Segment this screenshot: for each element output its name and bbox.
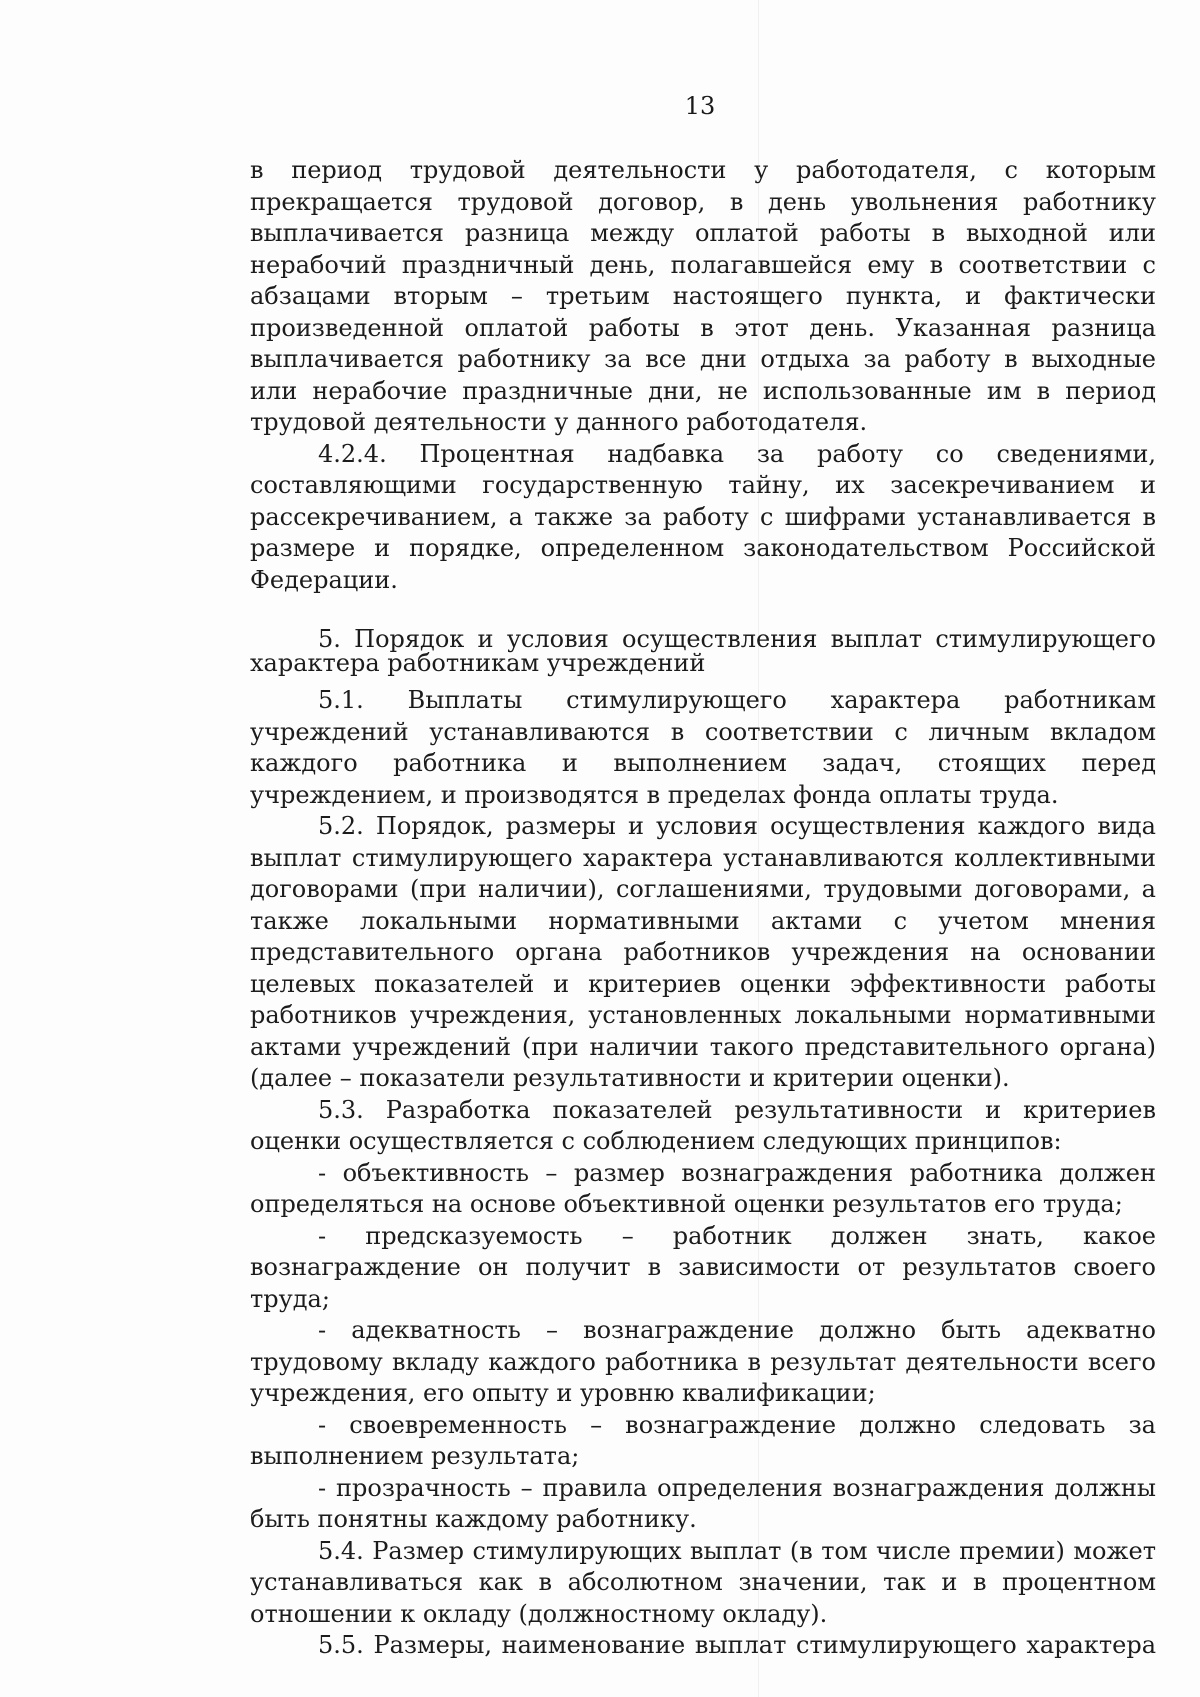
principle-objectivity: - объективность – размер вознаграждения работника должен определяться на основе объективной оценки результатов его труда; — [250, 1158, 1156, 1218]
paragraph-5-4: 5.4. Размер стимулирующих выплат (в том числе премии) может устанавливаться как в абсолютном значении, так и в процентном отношении к окладу (должностному окладу). — [250, 1536, 1156, 1628]
principle-transparency: - прозрачность – правила определения вознаграждения должны быть понятны каждому работнику. — [250, 1473, 1156, 1533]
paragraph-4-2-4: 4.2.4. Процентная надбавка за работу со сведениями, составляющими государственную тайну, их засекречиванием и рассекречиванием, а также за работу с шифрами устанавливается в размере и порядке, определенном законодательством Российской Федерации. — [250, 439, 1156, 594]
principle-adequacy: - адекватность – вознаграждение должно быть адекватно трудовому вкладу каждого работника в результат деятельности всего учреждения, его опыту и уровню квалификации; — [250, 1316, 1156, 1407]
paragraph-5-3: 5.3. Разработка показателей результативности и критериев оценки осуществляется с соблюдением следующих принципов: — [250, 1095, 1156, 1155]
paragraph-continuation: в период трудовой деятельности у работодателя, с которым прекращается трудовой договор, в день увольнения работнику выплачивается разница между оплатой работы в выходной или нерабочий праздничный день, полагавшейся ему в соответствии с абзацами вторым – третьим настоящего пункта, и фактически произведенной оплатой работы в этот день. Указанная разница выплачивается работнику за все дни отдыха за работу в выходные или нерабочие праздничные дни, не использованные им в период трудовой деятельности у данного работодателя. — [250, 156, 1156, 436]
page-number: 13 — [684, 92, 716, 120]
paragraph-5-5: 5.5. Размеры, наименование выплат стимулирующего характера — [318, 1631, 1156, 1659]
principle-predictability: - предсказуемость – работник должен знать, какое вознаграждение он получит в зависимости от результатов своего труда; — [250, 1221, 1156, 1313]
paragraph-5-2: 5.2. Порядок, размеры и условия осуществления каждого вида выплат стимулирующего характера устанавливаются коллективными договорами (при наличии), соглашениями, трудовыми договорами, а также локальными нормативными актами с учетом мнения представительного органа работников учреждения на основании целевых показателей и критериев оценки эффективности работы работников учреждения, установленных локальными нормативными актами учреждений (при наличии такого представительного органа) (далее – показатели результативности и критерии оценки). — [250, 812, 1156, 1092]
paragraph-5-1: 5.1. Выплаты стимулирующего характера работникам учреждений устанавливаются в соответствии с личным вкладом каждого работника и выполнением задач, стоящих перед учреждением, и производятся в пределах фонда оплаты труда. — [250, 686, 1156, 809]
document-body — [250, 155, 1156, 1662]
section-heading-5: 5. Порядок и условия осуществления выплат стимулирующего характера работникам учреждений — [250, 625, 1156, 677]
principle-timeliness: - своевременность – вознаграждение должно следовать за выполнением результата; — [250, 1410, 1156, 1470]
